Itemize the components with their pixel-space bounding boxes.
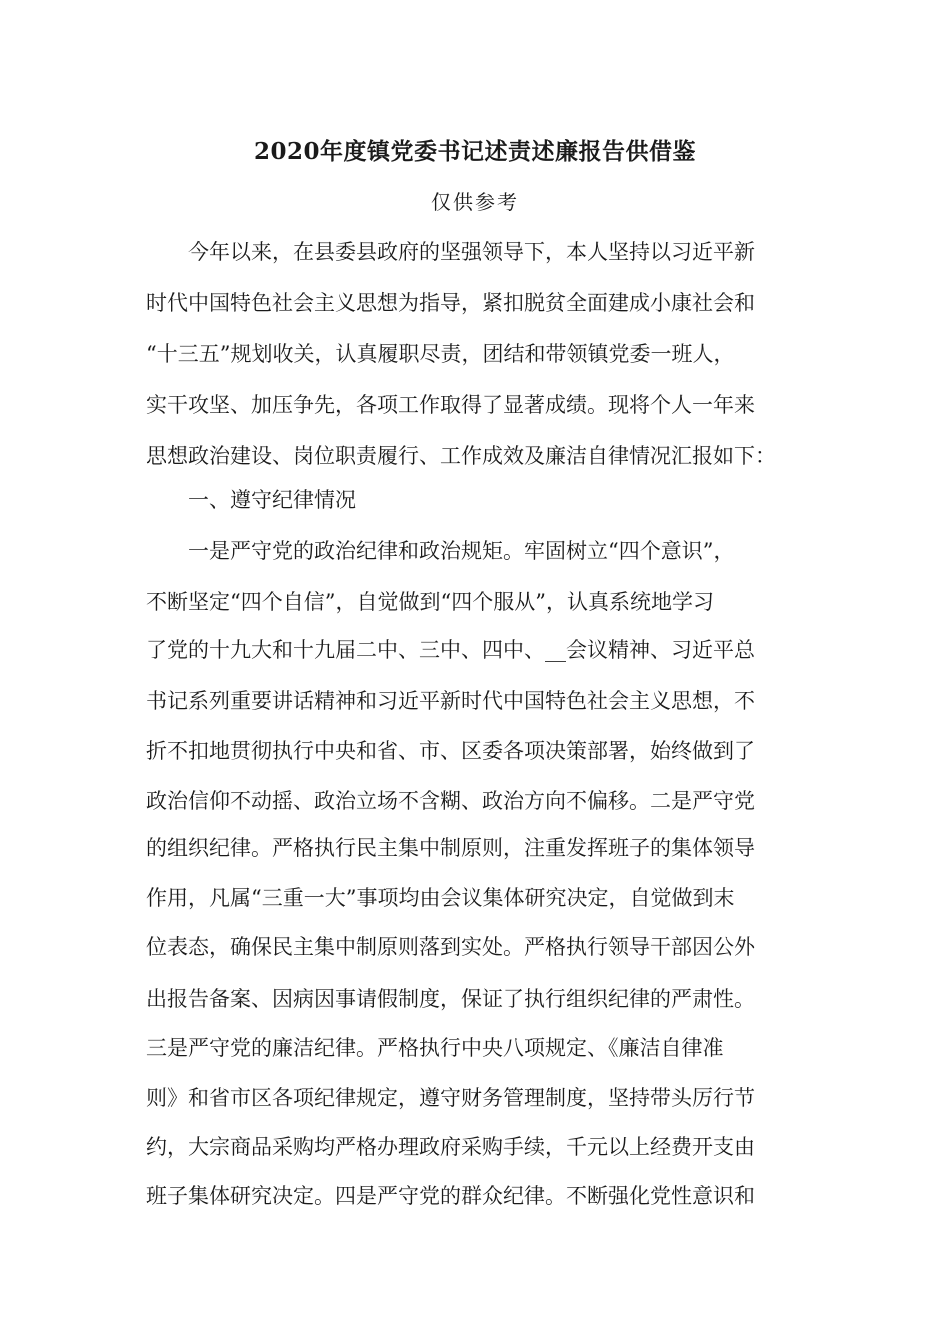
body-line: “十三五”规划收关，认真履职尽责，团结和带领镇党委一班人， xyxy=(146,342,735,366)
body-line: 作用，凡属“三重一大”事项均由会议集体研究决定，自觉做到末 xyxy=(146,886,735,910)
body-line: 实干攻坚、加压争先，各项工作取得了显著成绩。现将个人一年来 xyxy=(146,393,755,417)
body-line: 出报告备案、因病因事请假制度，保证了执行组织纪律的严肃性。 xyxy=(146,987,755,1011)
body-line: 一是严守党的政治纪律和政治规矩。牢固树立“四个意识”， xyxy=(146,539,735,563)
body-line: 时代中国特色社会主义思想为指导，紧扣脱贫全面建成小康社会和 xyxy=(146,291,755,315)
document-subtitle: 仅供参考 xyxy=(431,190,519,214)
body-line: 位表态，确保民主集中制原则落到实处。严格执行领导干部因公外 xyxy=(146,935,755,959)
body-line: 今年以来，在县委县政府的坚强领导下，本人坚持以习近平新 xyxy=(146,240,755,264)
body-line: 政治信仰不动摇、政治立场不含糊、政治方向不偏移。二是严守党 xyxy=(146,789,755,813)
body-line: 不断坚定“四个自信”，自觉做到“四个服从”，认真系统地学习 xyxy=(146,590,714,614)
body-line: 了党的十九大和十九届二中、三中、四中、__会议精神、习近平总 xyxy=(146,638,755,662)
body-line: 则》和省市区各项纪律规定，遵守财务管理制度，坚持带头厉行节 xyxy=(146,1086,755,1110)
section-heading: 一、遵守纪律情况 xyxy=(146,488,356,512)
body-line: 的组织纪律。严格执行民主集中制原则，注重发挥班子的集体领导 xyxy=(146,836,755,860)
body-line: 三是严守党的廉洁纪律。严格执行中央八项规定、《廉洁自律准 xyxy=(146,1036,724,1060)
body-line: 班子集体研究决定。四是严守党的群众纪律。不断强化党性意识和 xyxy=(146,1184,755,1208)
body-line: 约，大宗商品采购均严格办理政府采购手续，千元以上经费开支由 xyxy=(146,1135,755,1159)
body-line: 思想政治建设、岗位职责履行、工作成效及廉洁自律情况汇报如下： xyxy=(146,444,776,468)
body-line: 折不扣地贯彻执行中央和省、市、区委各项决策部署，始终做到了 xyxy=(146,739,755,763)
document-title: 2020年度镇党委书记述责述廉报告供借鉴 xyxy=(253,138,696,165)
body-line: 书记系列重要讲话精神和习近平新时代中国特色社会主义思想，不 xyxy=(146,689,755,713)
